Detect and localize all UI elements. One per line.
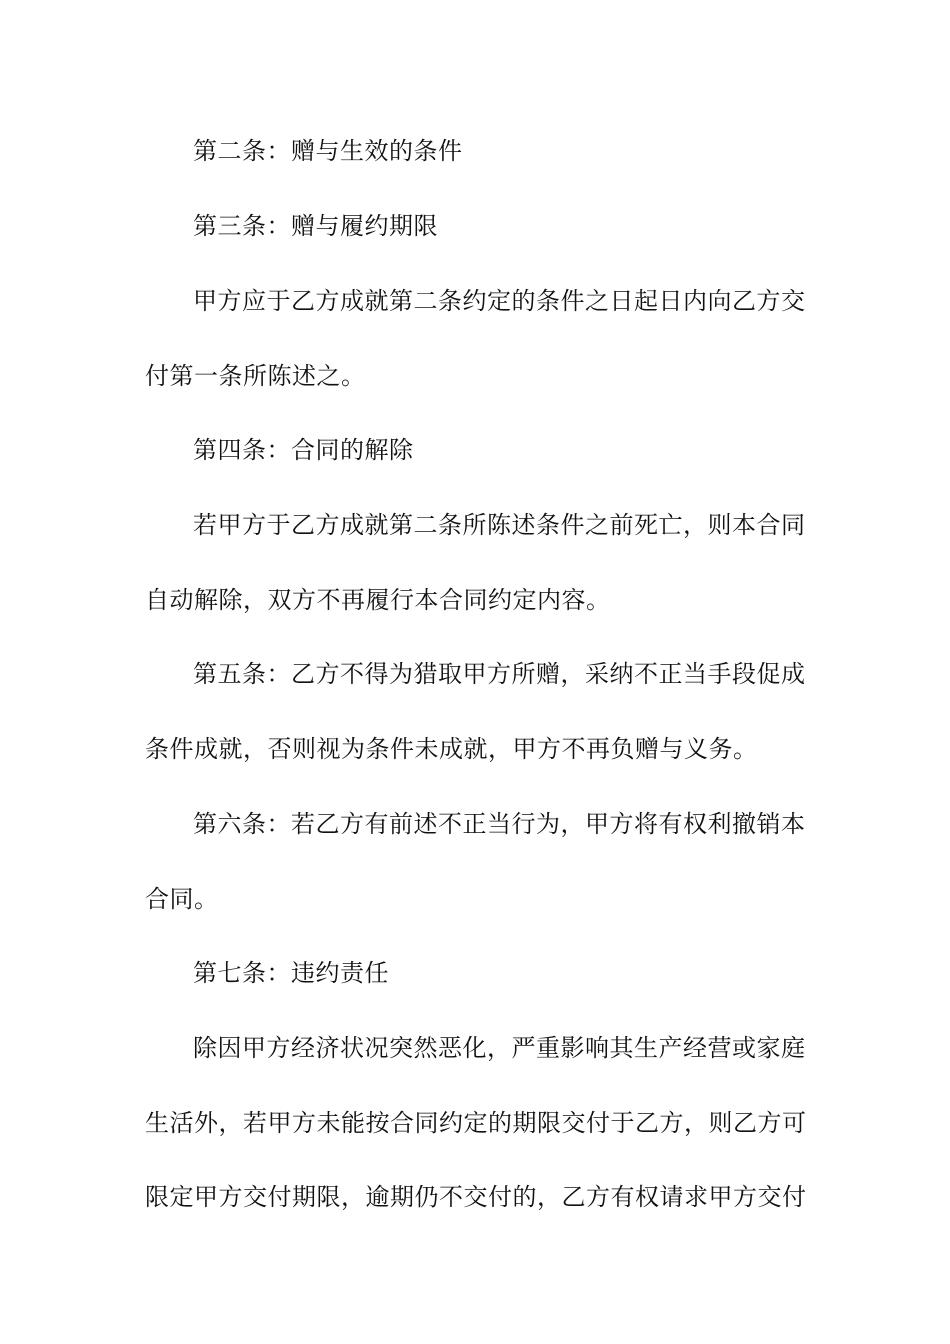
article-7-paragraph-line-2: 生活外，若甲方未能按合同约定的期限交付于乙方，则乙方可 bbox=[145, 1109, 807, 1137]
article-5-line-1: 第五条：乙方不得为猎取甲方所赠，采纳不正当手段促成 bbox=[193, 660, 806, 688]
article-4-heading: 第四条：合同的解除 bbox=[193, 436, 414, 464]
article-2-heading: 第二条：赠与生效的条件 bbox=[193, 137, 463, 165]
article-4-paragraph-line-2: 自动解除，双方不再履行本合同约定内容。 bbox=[145, 586, 611, 614]
article-3-paragraph-line-1: 甲方应于乙方成就第二条约定的条件之日起日内向乙方交 bbox=[193, 287, 806, 315]
article-6-line-1: 第六条：若乙方有前述不正当行为，甲方将有权利撤销本 bbox=[193, 810, 806, 838]
article-3-paragraph-line-2: 付第一条所陈述之。 bbox=[145, 362, 366, 390]
article-7-paragraph-line-3: 限定甲方交付期限，逾期仍不交付的，乙方有权请求甲方交付 bbox=[145, 1183, 807, 1211]
article-5-line-2: 条件成就，否则视为条件未成就，甲方不再负赠与义务。 bbox=[145, 735, 758, 763]
article-4-paragraph-line-1: 若甲方于乙方成就第二条所陈述条件之前死亡，则本合同 bbox=[193, 511, 806, 539]
article-7-heading: 第七条：违约责任 bbox=[193, 959, 389, 987]
article-6-line-2: 合同。 bbox=[145, 885, 219, 913]
article-3-heading: 第三条：赠与履约期限 bbox=[193, 212, 438, 240]
article-7-paragraph-line-1: 除因甲方经济状况突然恶化，严重影响其生产经营或家庭 bbox=[193, 1034, 806, 1062]
